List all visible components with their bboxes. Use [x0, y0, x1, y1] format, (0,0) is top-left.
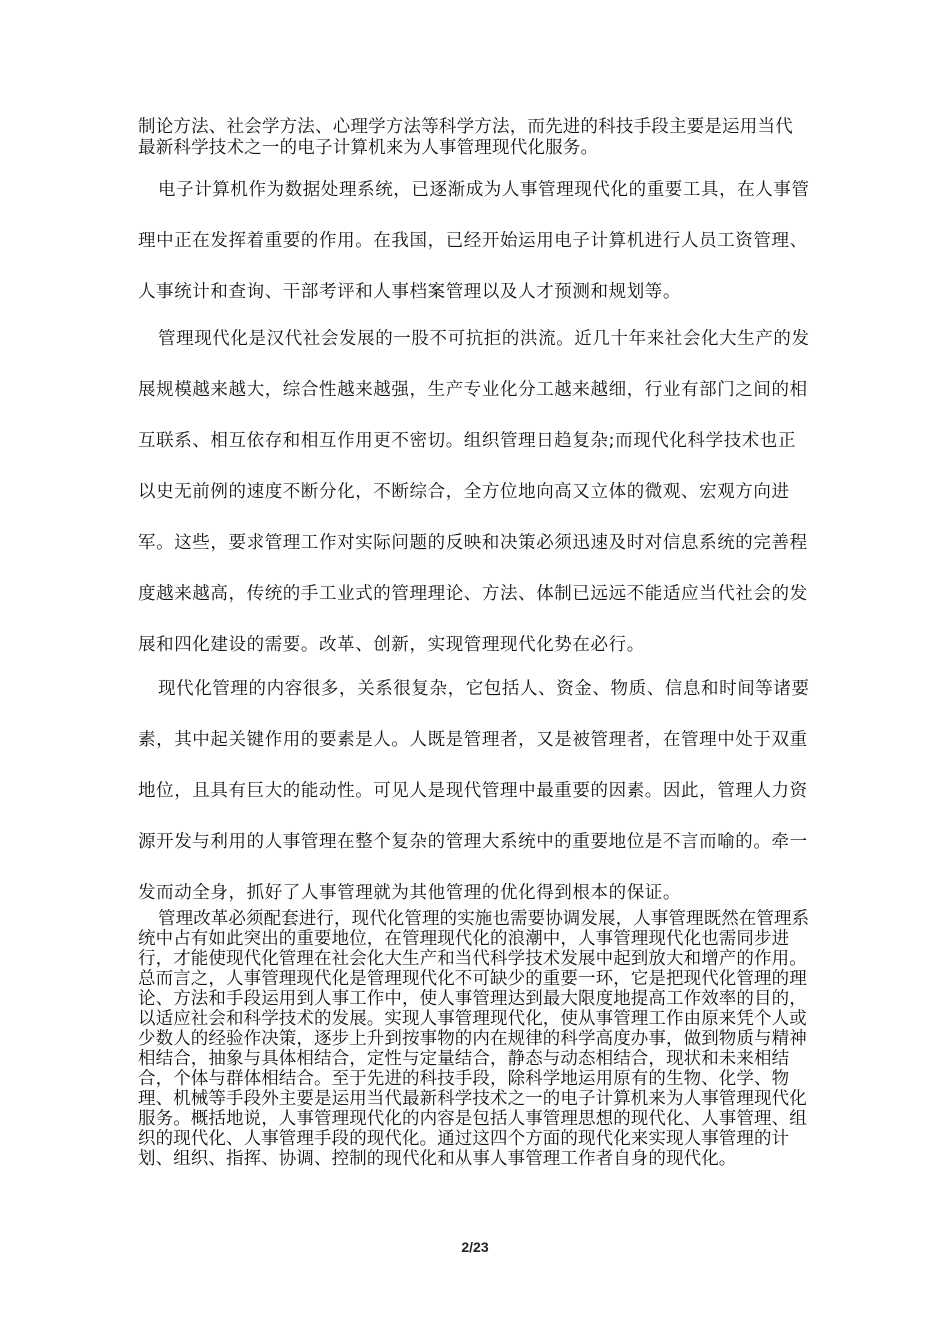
- paragraph-computer-tools: 电子计算机作为数据处理系统，已逐渐成为人事管理现代化的重要工具，在人事管理中正在发挥着重要的作用。在我国，已经开始运用电子计算机进行人员工资管理、人事统计和查询、干部考评和人事档案管理以及人才预测和规划等。: [138, 180, 810, 302]
- paragraph-human-factor: 现代化管理的内容很多，关系很复杂，它包括人、资金、物质、信息和时间等诸要素，其中起关键作用的要素是人。人既是管理者，又是被管理者，在管理中处于双重地位，且具有巨大的能动性。可见人是现代管理中最重要的因素。因此，管理人力资源开发与利用的人事管理在整个复杂的管理大系统中的重要地位是不言而喻的。牵一发而动全身，抓好了人事管理就为其他管理的优化得到根本的保证。: [138, 679, 810, 903]
- paragraph-reform-summary: 管理改革必须配套进行，现代化管理的实施也需要协调发展，人事管理既然在管理系统中占有如此突出的重要地位，在管理现代化的浪潮中，人事管理现代化也需同步进行，才能使现代化管理在社会化大生产和当代科学技术发展中起到放大和增产的作用。总而言之，人事管理现代化是管理现代化不可缺少的重要一环，它是把现代化管理的理论、方法和手段运用到人事工作中，使人事管理达到最大限度地提高工作效率的目的，以适应社会和科学技术的发展。实现人事管理现代化，使从事管理工作由原来凭个人或少数人的经验作决策，逐步上升到按事物的内在规律的科学高度办事，做到物质与精神相结合，抽象与具体相结合，定性与定量结合，静态与动态相结合，现状和未来相结合，个体与群体相结合。至于先进的科技手段，除科学地运用原有的生物、化学、物理、机械等手段外主要是运用当代最新科学技术之一的电子计算机来为人事管理现代化服务。概括地说，人事管理现代化的内容是包括人事管理思想的现代化、人事管理、组织的现代化、人事管理手段的现代化。通过这四个方面的现代化来实现人事管理的计划、组织、指挥、协调、控制的现代化和从事人事管理工作者自身的现代化。: [138, 909, 810, 1169]
- paragraph-continued: 制论方法、社会学方法、心理学方法等科学方法，而先进的科技手段主要是运用当代最新科学技术之一的电子计算机来为人事管理现代化服务。: [138, 117, 793, 158]
- paragraph-management-modernization: 管理现代化是汉代社会发展的一股不可抗拒的洪流。近几十年来社会化大生产的发展规模越来越大，综合性越来越强，生产专业化分工越来越细，行业有部门之间的相互联系、相互依存和相互作用更不密切。组织管理日趋复杂;而现代化科学技术也正以史无前例的速度不断分化，不断综合，全方位地向高又立体的微观、宏观方向进军。这些，要求管理工作对实际问题的反映和决策必须迅速及时对信息系统的完善程度越来越高，传统的手工业式的管理理论、方法、体制已远远不能适应当代社会的发展和四化建设的需要。改革、创新，实现管理现代化势在必行。: [138, 329, 810, 655]
- page-number: 2/23: [461, 1239, 489, 1255]
